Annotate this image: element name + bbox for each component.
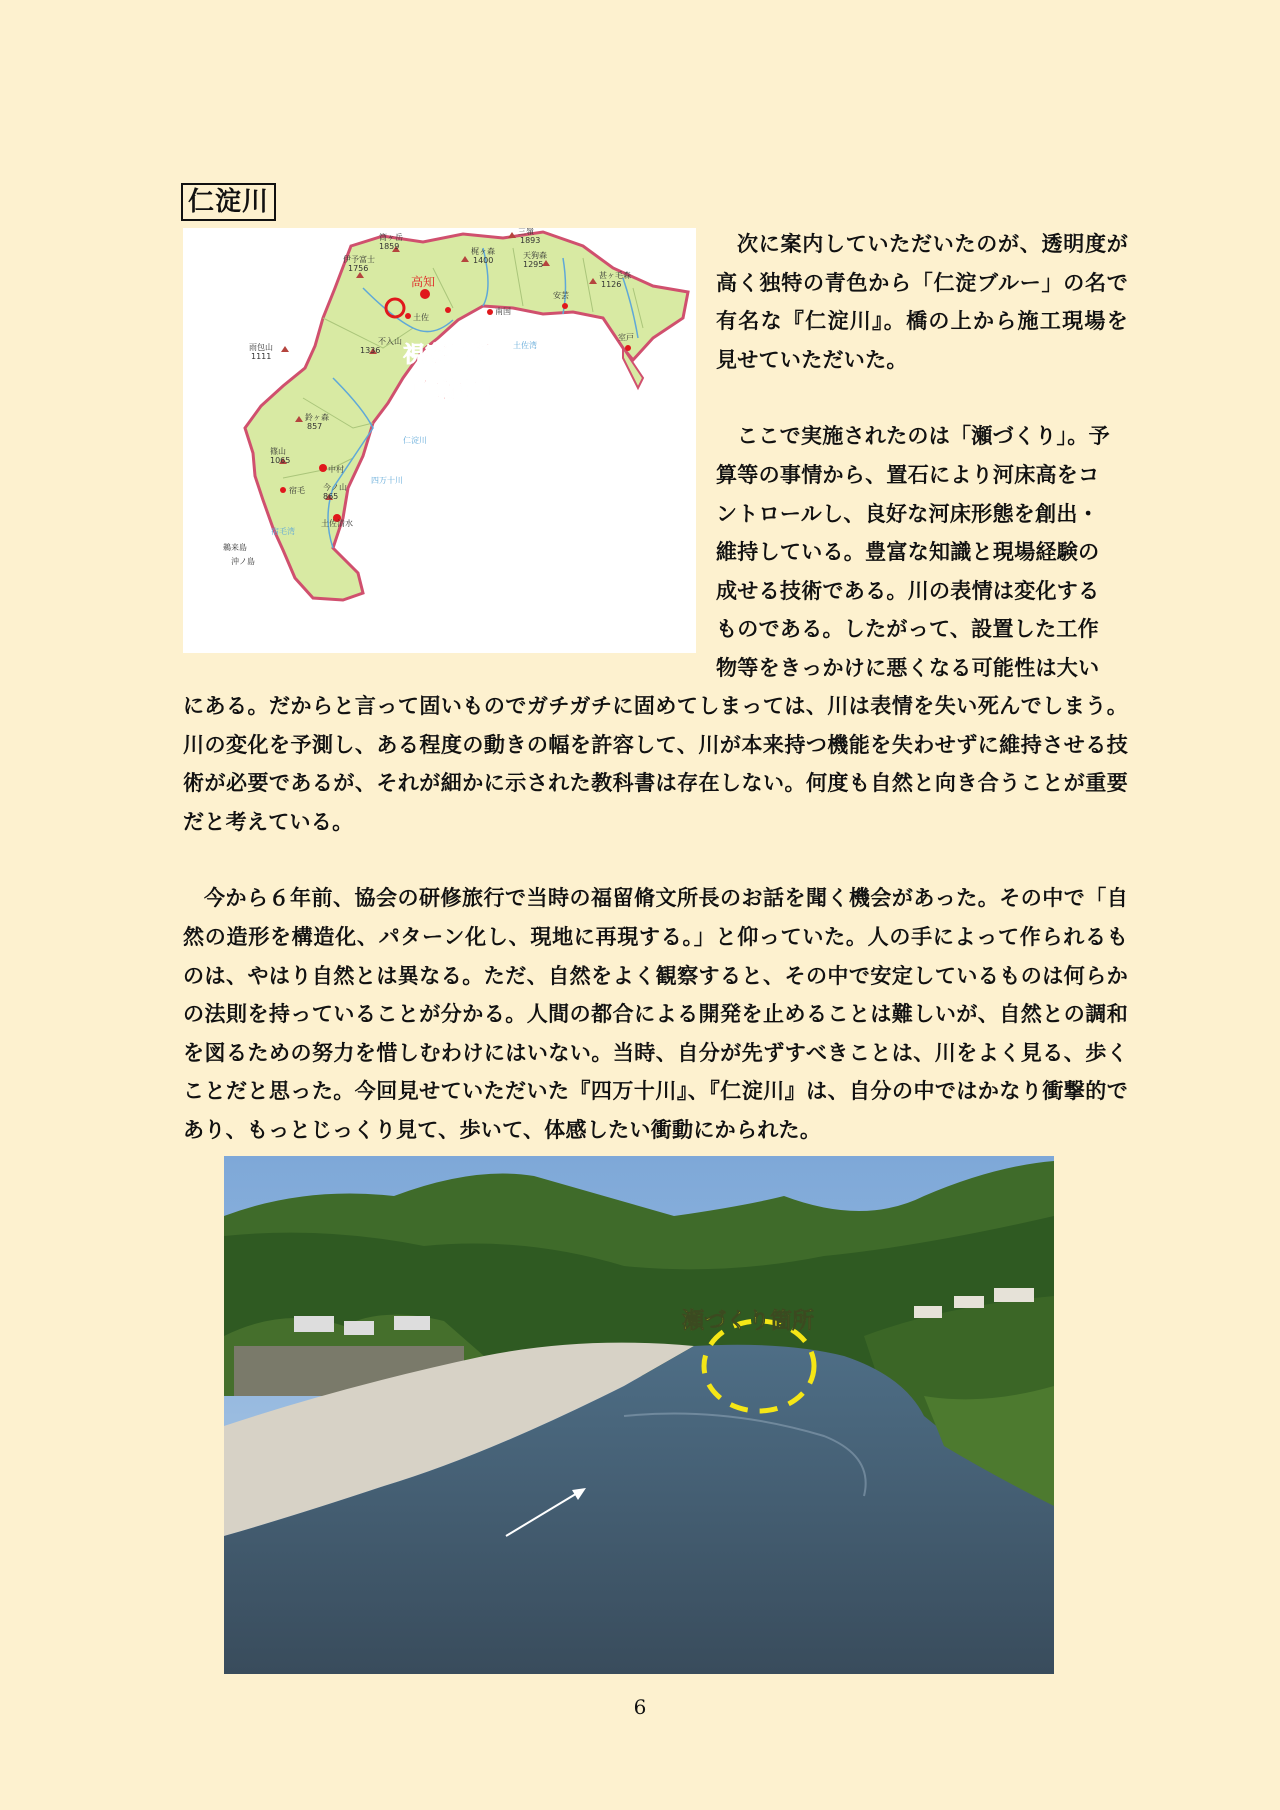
map-label: 沖ノ島 [231, 557, 255, 566]
map-label: 1065 [270, 456, 291, 465]
paragraph-continued: にある。だからと言って固いものでガチガチに固めてしまっては、川は表情を失い死んでしまう。川の変化を予測し、ある程度の動きの幅を許容して、川が本来持つ機能を失わせずに維持させる技術が必要であるが、それが細かに示された教科書は存在しない。何度も自然と向き合うことが重要だと考えている。 [183, 694, 1128, 834]
map-callout-line1: 視察個所 [403, 343, 492, 368]
paragraph-line: 維持している。豊富な知識と現場経験の [716, 540, 1100, 565]
map-label: 四万十川 [371, 476, 403, 485]
map-label: 1111 [251, 352, 272, 361]
map-callout-line2: 『仁淀川』 [397, 379, 508, 404]
paragraph-line: 物等をきっかけに悪くなる可能性は大い [716, 655, 1100, 680]
map-label: 安芸 [553, 291, 569, 300]
map-label: 865 [323, 492, 339, 501]
paragraph-reflection: 今から６年前、協会の研修旅行で当時の福留脩文所長のお話を聞く機会があった。その中で「自然の造形を構造化、パターン化し、現地に再現する。」と仰っていた。人の手によって作られるものは、やはり自然とは異なる。ただ、自然をよく観察すると、その中で安定しているものは何らかの法則を持っていることが分かる。人間の都合による開発を止めることは難しいが、自然との調和を図るための努力を惜しむわけにはいない。当時、自分が先ずすべきことは、川をよく見る、歩くことだと思った。今回見せていただいた『四万十川』、『仁淀川』は、自分の中ではかなり衝撃的であり、もっとじっくり見て、歩いて、体感したい衝動にかられた。 [183, 886, 1128, 1142]
paragraph-line: 算等の事情から、置石により河床高をコ [716, 462, 1100, 487]
map-label: 室戸 [618, 333, 634, 342]
map-label: 梶ヶ森 [471, 247, 495, 256]
map-label: 雨包山 [249, 343, 273, 352]
map-label: 宿毛湾 [271, 527, 295, 536]
map-label: 篠山 [270, 447, 286, 456]
paragraph-line: ものである。したがって、設置した工作 [716, 617, 1099, 642]
map-label: 1756 [348, 264, 369, 273]
map-label: 鈴ヶ森 [305, 413, 329, 422]
kochi-map-figure [183, 228, 696, 653]
map-label: 土佐清水 [321, 519, 353, 528]
map-label: 宿毛 [289, 486, 305, 495]
map-label: 土佐 [413, 313, 429, 322]
map-label: 筒ヶ岳 [379, 233, 403, 242]
map-label: 不入山 [378, 337, 402, 346]
map-label: 仁淀川 [403, 436, 427, 445]
right-column-text [716, 225, 1128, 688]
photo-annotation-label: 瀬づくり箇所 [682, 1309, 815, 1334]
paragraph-line: ここで実施されたのは「瀬づくり」。予 [737, 424, 1110, 449]
map-label: 1336 [360, 346, 381, 355]
map-label: 天狗森 [523, 251, 547, 260]
map-label: 甚ヶ毛森 [599, 271, 631, 280]
map-label: 三嶺 [518, 228, 534, 236]
paragraph-line: 成せる技術である。川の表情は変化する [716, 578, 1100, 603]
map-label: 中村 [328, 465, 344, 474]
map-label: 1295 [523, 260, 544, 269]
map-label: 土佐湾 [513, 341, 537, 350]
page-number: 6 [633, 1695, 647, 1719]
map-label: 1893 [520, 236, 541, 245]
map-label: 1859 [379, 242, 400, 251]
map-label: 伊予富士 [343, 255, 375, 264]
map-label: 今ノ山 [323, 483, 347, 492]
paragraph-line: ントロールし、良好な河床形態を創出・ [716, 501, 1099, 526]
section-heading: 仁淀川 [181, 183, 276, 221]
full-width-text [183, 687, 1128, 1150]
kochi-map [183, 228, 696, 653]
map-label-kochi: 高知 [411, 275, 436, 289]
river-photo [224, 1156, 1054, 1674]
river-photo-illustration [224, 1156, 1054, 1674]
map-label: 1400 [473, 256, 494, 265]
map-label: 1126 [601, 280, 622, 289]
map-label: 鵜来島 [223, 543, 247, 552]
paragraph-intro: 次に案内していただいたのが、透明度が高く独特の青色から「仁淀ブルー」の名で有名な『仁淀川』。橋の上から施工現場を見せていただいた。 [716, 232, 1128, 372]
map-label: 857 [307, 422, 323, 431]
map-label: 南国 [495, 307, 511, 316]
